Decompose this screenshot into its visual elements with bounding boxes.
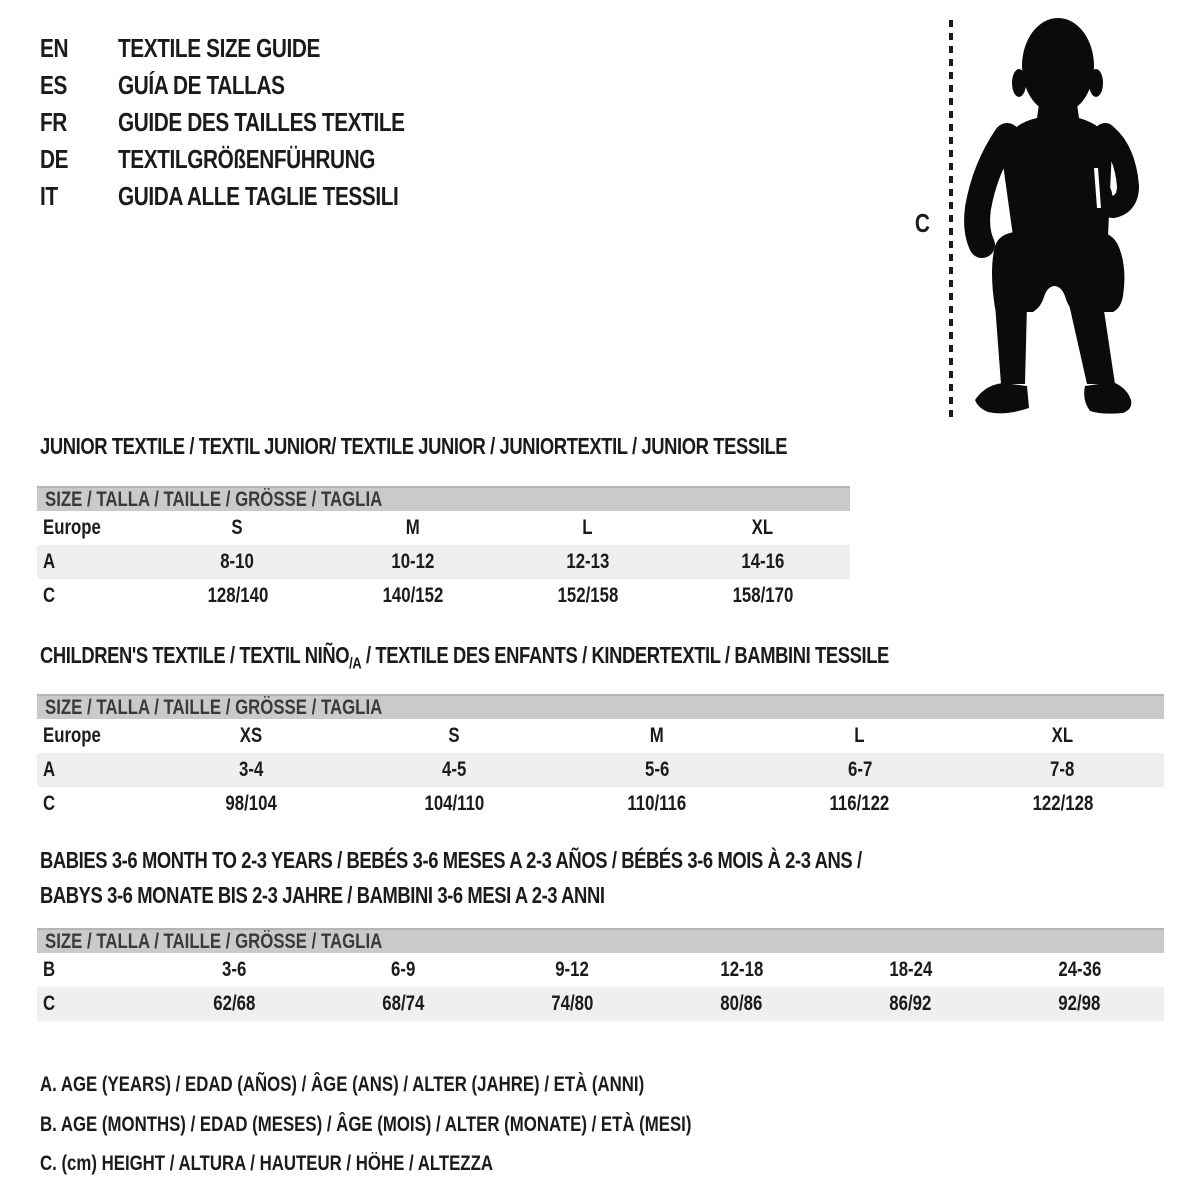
- language-code: EN: [40, 33, 69, 63]
- size-header-label: SIZE / TALLA / TAILLE / GRÖSSE / TAGLIA: [45, 929, 383, 953]
- row-label: A: [43, 758, 56, 781]
- size-cell: 12-18: [720, 958, 763, 981]
- table-row: [37, 719, 1164, 753]
- size-cell: 9-12: [555, 958, 590, 981]
- size-cell: 80/86: [720, 992, 763, 1015]
- babies-size-table: [37, 928, 1164, 1021]
- size-cell: 3-4: [239, 758, 264, 781]
- size-cell: 7-8: [1050, 758, 1075, 781]
- size-cell: M: [649, 724, 664, 747]
- language-row: [40, 104, 476, 141]
- size-cell: 24-36: [1058, 958, 1101, 981]
- children-size-table: [37, 694, 1164, 821]
- size-cell: 10-12: [391, 550, 434, 573]
- language-row: [40, 141, 476, 178]
- size-header-label: SIZE / TALLA / TAILLE / GRÖSSE / TAGLIA: [45, 695, 383, 719]
- table-row: [37, 953, 1164, 987]
- size-cell: 98/104: [225, 792, 278, 815]
- babies-heading-line1: BABIES 3-6 MONTH TO 2-3 YEARS / BEBÉS 3-6 MESES A 2-3 AÑOS / BÉBÉS 3-6 MOIS À 2-3 ANS /: [40, 847, 862, 873]
- legend-line-b: B. AGE (MONTHS) / EDAD (MESES) / ÂGE (MOIS) / ALTER (MONATE) / ETÀ (MESI): [40, 1113, 692, 1136]
- size-header-bar: [37, 928, 1164, 953]
- table-row: [37, 545, 850, 579]
- babies-heading-line2: BABYS 3-6 MONATE BIS 2-3 JAHRE / BAMBINI 3-6 MESI A 2-3 ANNI: [40, 882, 605, 908]
- size-cell: 128/140: [207, 584, 268, 607]
- language-title: GUÍA DE TALLAS: [118, 70, 285, 100]
- language-title: TEXTILGRÖßENFÜHRUNG: [118, 144, 376, 174]
- size-cell: 92/98: [1058, 992, 1101, 1015]
- language-code: ES: [40, 70, 67, 100]
- language-row: [40, 67, 476, 104]
- size-cell: L: [854, 724, 865, 747]
- row-label: C: [43, 992, 56, 1015]
- size-cell: S: [448, 724, 460, 747]
- size-cell: 140/152: [382, 584, 443, 607]
- row-label: C: [43, 584, 56, 607]
- size-cell: 122/128: [1032, 792, 1093, 815]
- figure: [905, 8, 1165, 422]
- size-cell: 8-10: [220, 550, 255, 573]
- table-row: [37, 579, 850, 613]
- size-cell: 86/92: [889, 992, 932, 1015]
- language-row: [40, 30, 476, 67]
- junior-size-table: [37, 486, 850, 613]
- row-label: A: [43, 550, 56, 573]
- junior-heading: JUNIOR TEXTILE / TEXTIL JUNIOR/ TEXTILE JUNIOR / JUNIORTEXTIL / JUNIOR TESSILE: [40, 433, 788, 459]
- legend-line-a: A. AGE (YEARS) / EDAD (AÑOS) / ÂGE (ANS) / ALTER (JAHRE) / ETÀ (ANNI): [40, 1073, 645, 1096]
- language-title: TEXTILE SIZE GUIDE: [118, 33, 320, 63]
- size-cell: 5-6: [644, 758, 670, 781]
- size-cell: 116/122: [829, 792, 890, 815]
- size-cell: 68/74: [382, 992, 425, 1015]
- language-title: GUIDA ALLE TAGLIE TESSILI: [118, 181, 399, 211]
- legend-line-c: C. (cm) HEIGHT / ALTURA / HAUTEUR / HÖHE / ALTEZZA: [40, 1152, 493, 1175]
- row-label: C: [43, 792, 56, 815]
- size-cell: L: [582, 516, 593, 539]
- height-measure-label: C: [914, 208, 930, 238]
- size-cell: 3-6: [222, 958, 247, 981]
- table-row: [37, 987, 1164, 1021]
- row-label: Europe: [43, 724, 101, 747]
- table-row: [37, 787, 1164, 821]
- size-cell: 4-5: [442, 758, 467, 781]
- size-header-label: SIZE / TALLA / TAILLE / GRÖSSE / TAGLIA: [45, 487, 383, 511]
- size-cell: 158/170: [732, 584, 793, 607]
- size-cell: 12-13: [566, 550, 609, 573]
- table-row: [37, 753, 1164, 787]
- size-header-bar: [37, 694, 1164, 719]
- language-code: DE: [40, 144, 69, 174]
- size-cell: 74/80: [551, 992, 594, 1015]
- size-cell: 152/158: [557, 584, 618, 607]
- children-heading: CHILDREN'S TEXTILE / TEXTIL $NIÑO_{/A}$ / TEXTILE DES ENFANTS / KINDERTEXTIL / BAMBINI TESSILE: [40, 642, 889, 673]
- table-row: [37, 511, 850, 545]
- row-label: Europe: [43, 516, 101, 539]
- toddler-silhouette: [955, 8, 1140, 420]
- size-cell: 14-16: [741, 550, 784, 573]
- language-code: FR: [40, 107, 67, 137]
- size-header-bar: [37, 486, 850, 511]
- size-cell: XL: [751, 516, 774, 539]
- size-cell: XS: [240, 724, 263, 747]
- language-title: GUIDE DES TAILLES TEXTILE: [118, 107, 405, 137]
- language-code: IT: [40, 181, 58, 211]
- nino-a-suffix: /A: [349, 654, 362, 673]
- height-measure-dashed-line: [949, 20, 953, 418]
- size-cell: 6-7: [847, 758, 872, 781]
- row-label: B: [43, 958, 56, 981]
- size-cell: 110/116: [627, 792, 687, 815]
- language-header: [40, 30, 476, 215]
- size-cell: M: [405, 516, 420, 539]
- size-cell: XL: [1051, 724, 1074, 747]
- legend: [40, 1073, 854, 1176]
- size-cell: 104/110: [424, 792, 485, 815]
- size-cell: S: [231, 516, 244, 539]
- size-cell: 62/68: [213, 992, 256, 1015]
- language-row: [40, 178, 476, 215]
- size-cell: 18-24: [889, 958, 932, 981]
- size-cell: 6-9: [391, 958, 416, 981]
